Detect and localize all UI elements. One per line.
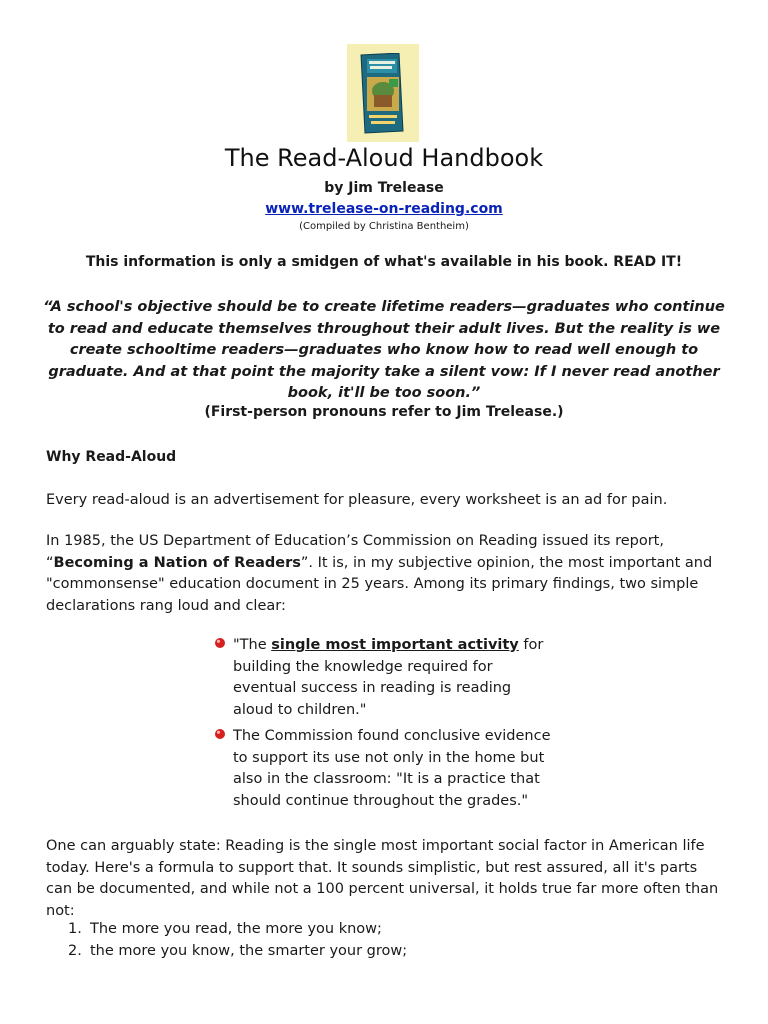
list-item-text: The more you read, the more you know; (90, 921, 382, 937)
paragraph-commission-end: ”. It is, in my subjective opinion, the most important and "commonsense" education document in 25 years. Among its primary findings, two simple declarations rang loud and clear: (46, 554, 713, 614)
paragraph-formula: One can arguably state: Reading is the single most important social factor in American life today. Here's a formula to support that. It sounds simplistic, but rest assured, all it's parts can be documented, and while not a 100 percent universal, it holds true far more often than not: (46, 838, 719, 919)
paragraph-commission-start: In 1985, the US Department of Education’s Commission on Reading issued its report, “ (46, 533, 664, 571)
opening-quote: “A school's objective should be to create lifetime readers—graduates who continue to read and educate themselves throughout their adult lives. But the reality is we create schooltime readers—graduates who know how to read well enough to graduate. And at that point the majority take a silent vow: If I never read another book, it'll be too soon.” (43, 299, 725, 401)
book-cover-icon (359, 53, 405, 135)
document-title: The Read-Aloud Handbook (224, 144, 544, 172)
finding-one-end: for building the knowledge required for eventual success in reading is reading aloud to children." (233, 637, 544, 718)
author-byline: by Jim Trelease (324, 180, 444, 196)
website-link[interactable]: www.trelease-on-reading.com (265, 201, 503, 217)
compiled-by-note: (Compiled by Christina Bentheim) (299, 221, 469, 232)
list-item (214, 635, 554, 721)
list-item (214, 726, 554, 812)
finding-one-start: "The (233, 637, 272, 653)
list-number: 1. (68, 921, 82, 937)
pronoun-note: (First-person pronouns refer to Jim Trelease.) (204, 404, 564, 420)
list-item-text: the more you know, the smarter your grow; (90, 942, 408, 959)
red-bullet-icon (214, 728, 226, 740)
list-item (46, 941, 726, 963)
list-number: 2. (68, 942, 82, 959)
paragraph-advertisement: Every read-aloud is an advertisement for pleasure, every worksheet is an ad for pain. (46, 492, 668, 508)
red-bullet-icon (214, 637, 226, 649)
smidgen-note: This information is only a smidgen of what's available in his book. READ IT! (85, 254, 683, 270)
book-cover-image (347, 44, 419, 142)
list-item (46, 919, 726, 941)
report-title: Becoming a Nation of Readers (53, 554, 301, 571)
section-heading: Why Read-Aloud (46, 449, 177, 465)
finding-two-text: The Commission found conclusive evidence to support its use not only in the home but also in the classroom: "It is a practice that should continue throughout the grades." (233, 728, 551, 809)
finding-one-emphasis: single most important activity (271, 637, 519, 653)
paragraph-commission (46, 531, 726, 617)
findings-list (214, 635, 554, 817)
formula-list (46, 919, 726, 962)
